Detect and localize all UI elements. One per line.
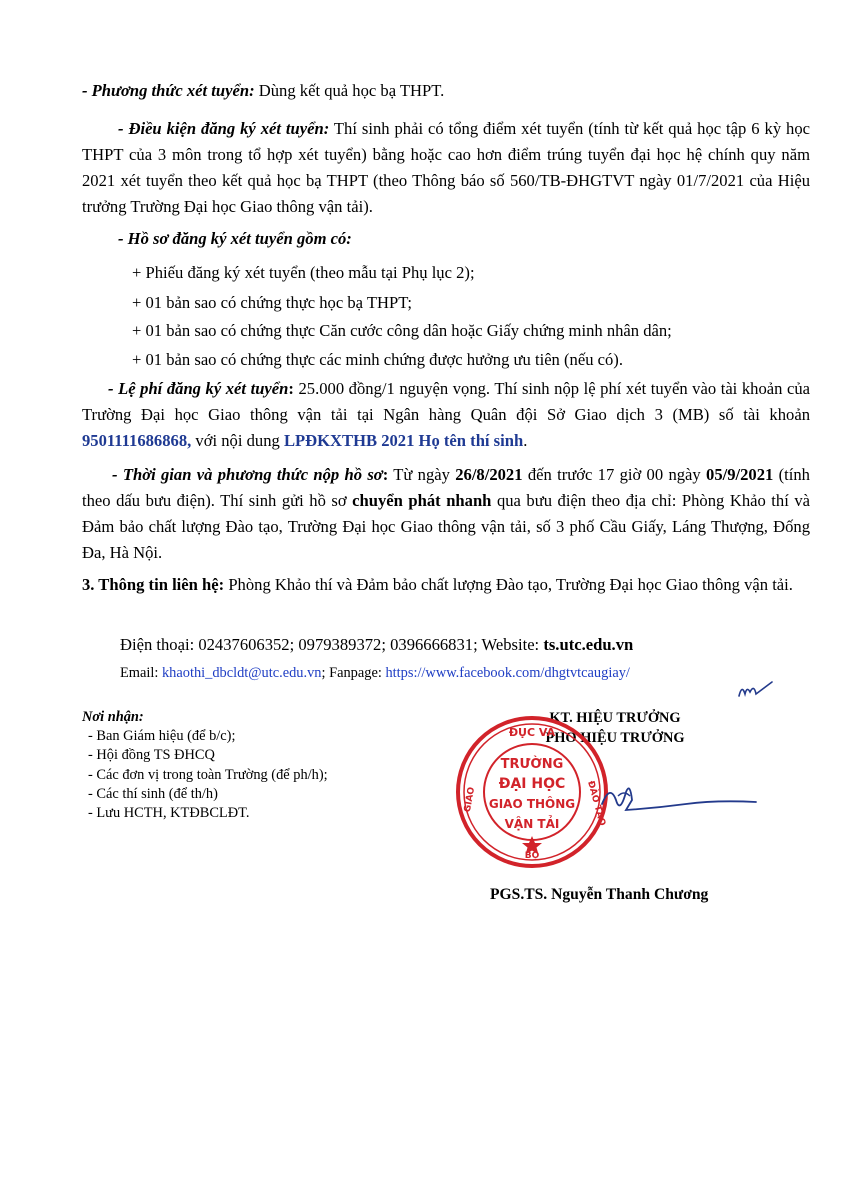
bank-account: 9501111686868, — [82, 431, 192, 450]
recipients-block — [82, 708, 422, 823]
dossier-item: + 01 bản sao có chứng thực học bạ THPT; — [132, 293, 413, 312]
conditions-text: Thí sinh phải có tổng điểm xét tuyển (tính từ kết quả học tập 6 kỳ học THPT của 3 môn trong tổ hợp xét tuyển) bằng hoặc cao hơn điểm trúng tuyển đại học hệ chính quy năm 2021 xét tuyển theo kết quả học bạ THPT (theo Thông báo số 560/TB-ĐHGTVT ngày 01/7/2021 của Hiệu trưởng Trường Đại học Giao thông vận tải). — [82, 119, 811, 216]
signature-title-2: PHÓ HIỆU TRƯỞNG — [545, 730, 685, 746]
seal-ring-right: ĐÀO TẠO — [585, 779, 607, 828]
contact-info: 3. Thông tin liên hệ: Phòng Khảo thí và Đảm bảo chất lượng Đào tạo, Trường Đại học Giao thông vận tải. — [82, 575, 793, 594]
dossier-heading: - Hồ sơ đăng ký xét tuyển gồm có: — [118, 229, 352, 248]
contact-phone: Điện thoại: 02437606352; 0979389372; 0396666831; Website: ts.utc.edu.vn — [120, 635, 634, 654]
seal-ring-top: ĐỤC VÀ — [508, 726, 556, 739]
delivery-method: chuyển phát nhanh — [352, 491, 492, 510]
recipient-item: - Lưu HCTH, KTĐBCLĐT. — [88, 805, 250, 822]
contact-label: 3. Thông tin liên hệ: — [82, 575, 225, 594]
email-link[interactable]: khaothi_dbcldt@utc.edu.vn — [161, 665, 322, 681]
initials-mark — [736, 678, 776, 704]
seal-line-2: ĐẠI HỌC — [498, 776, 566, 792]
website-link[interactable]: ts.utc.edu.vn — [543, 635, 634, 654]
registration-conditions — [82, 116, 810, 220]
seal-line-1: TRƯỜNG — [500, 757, 564, 772]
start-date: 26/8/2021 — [455, 465, 523, 484]
fanpage-link[interactable]: https://www.facebook.com/dhgtvtcaugiay/ — [385, 665, 630, 681]
handwritten-signature — [596, 770, 766, 830]
seal-ring-left: GIÁO — [462, 786, 478, 814]
dossier-item: + Phiếu đăng ký xét tuyển (theo mẫu tại Phụ lục 2); — [132, 263, 475, 282]
submission-time: - Thời gian và phương thức nộp hồ sơ: Từ ngày 26/8/2021 đến trước 17 giờ 00 ngày 05/9/2021 (tính theo dấu bưu điện). Thí sinh gửi hồ sơ chuyển phát nhanh qua bưu điện theo địa chỉ: Phòng Khảo thí và Đảm bảo chất lượng Đào tạo, Trường Đại học Giao thông vận tải, số 3 phố Cầu Giấy, Láng Thượng, Đống Đa, Hà Nội. — [82, 465, 810, 562]
dossier-item: + 01 bản sao có chứng thực Căn cước công dân hoặc Giấy chứng minh nhân dân; — [132, 321, 672, 340]
conditions-label: - Điều kiện đăng ký xét tuyển: — [118, 119, 330, 138]
contact-email: Email: khaothi_dbcldt@utc.edu.vn; Fanpage: https://www.facebook.com/dhgtvtcaugiay/ — [120, 665, 630, 681]
recipient-item: - Các đơn vị trong toàn Trường (để ph/h); — [88, 766, 328, 783]
recipient-item: - Ban Giám hiệu (để b/c); — [88, 728, 236, 745]
signer-name: PGS.TS. Nguyễn Thanh Chương — [490, 886, 709, 903]
recipients-heading: Nơi nhận: — [82, 709, 144, 725]
seal-ring-bottom: BỘ — [524, 851, 540, 861]
submission-label: - Thời gian và phương thức nộp hồ sơ — [112, 465, 383, 484]
seal-line-3: GIAO THÔNG — [488, 797, 576, 811]
seal-line-4: VẬN TẢI — [504, 817, 560, 831]
official-seal — [452, 712, 612, 872]
end-date: 05/9/2021 — [706, 465, 774, 484]
recipient-item: - Hội đồng TS ĐHCQ — [88, 747, 215, 764]
recipient-item: - Các thí sinh (để th/h) — [88, 785, 218, 802]
signature-title-1: KT. HIỆU TRƯỞNG — [549, 710, 681, 726]
fee-label: - Lệ phí đăng ký xét tuyển — [108, 379, 289, 398]
dossier-item: + 01 bản sao có chứng thực các minh chứng được hưởng ưu tiên (nếu có). — [132, 350, 623, 369]
admission-method-text: Dùng kết quả học bạ THPT. — [254, 81, 445, 100]
admission-method-label: - Phương thức xét tuyển: — [82, 81, 255, 100]
registration-fee: - Lệ phí đăng ký xét tuyển: 25.000 đồng/1 nguyện vọng. Thí sinh nộp lệ phí xét tuyển vào tài khoản của Trường Đại học Giao thông vận tải tại Ngân hàng Quân đội Sở Giao dịch 3 (MB) số tài khoản 9501111686868, với nội dung LPĐKXTHB 2021 Họ tên thí sinh. — [82, 379, 810, 450]
admission-method — [82, 78, 810, 104]
transfer-content: LPĐKXTHB 2021 Họ tên thí sinh — [283, 431, 524, 450]
